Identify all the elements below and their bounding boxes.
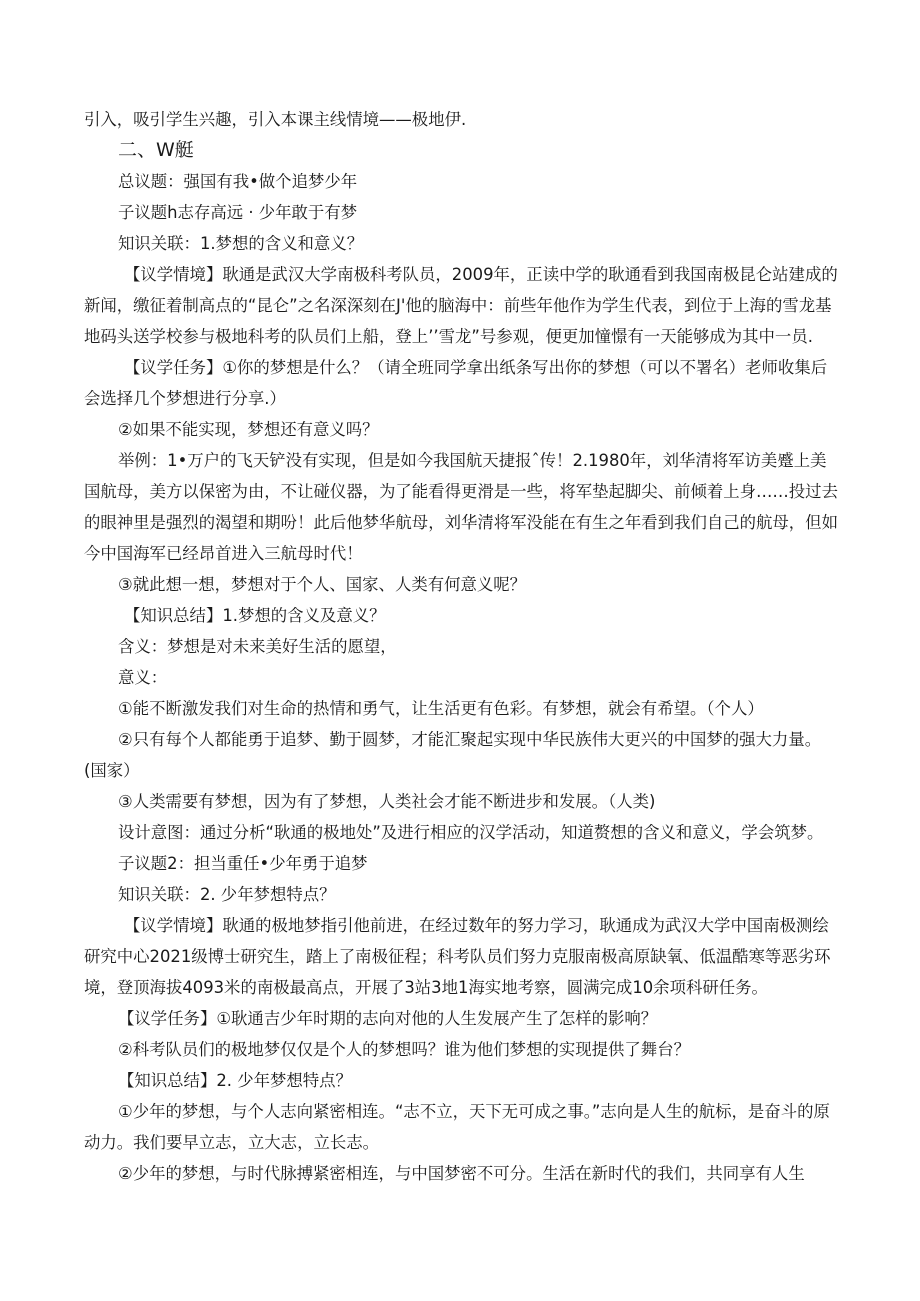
scenario-1-paragraph: 【议学情境】耿通是武汉大学南极科考队员，2009年，正读中学的耿通看到我国南极昆仑站建成的新闻，缴征着制高点的“昆仑”之名深深刻在J'他的脑海中：前些年他作为学生代表，到位于上海的雪龙基地码头送学校参与极地科考的队员们上船，登上’’雪龙”号参观，便更加憧憬有一天能够成为其中一员.: [84, 265, 838, 346]
document-page: [84, 104, 842, 1189]
summary-2-heading: 【知识总结】2. 少年梦想特点？: [118, 1071, 352, 1090]
task-2-line: 【议学任务】①耿通吉少年时期的志向对他的人生发展产生了怎样的影响？: [118, 1009, 658, 1028]
knowledge-link-1: 知识关联：1.梦想的含义和意义？: [118, 234, 364, 253]
subtopic-1: 子议题h志存高远 · 少年敢于有梦: [118, 203, 358, 222]
subtopic-2: 子议题2：担当重任•少年勇于追梦: [118, 854, 368, 873]
intro-end-line: 引入，吸引学生兴趣，引入本课主线情境——极地伊.: [84, 110, 467, 129]
knowledge-link-2: 知识关联：2. 少年梦想特点？: [118, 885, 336, 904]
significance-item-3: ③人类需要有梦想，因为有了梦想，人类社会才能不断进步和发展。（人类): [118, 792, 656, 811]
feature-2-paragraph: ②少年的梦想，与时代脉搏紧密相连，与中国梦密不可分。生活在新时代的我们，共同享有人生: [118, 1164, 805, 1183]
section-heading: 二、W艇: [118, 139, 194, 161]
feature-1-paragraph: ①少年的梦想，与个人志向紧密相连。“志不立，天下无可成之事。”志向是人生的航标，是奋斗的原动力。我们要早立志，立大志，立长志。: [84, 1102, 830, 1152]
significance-item-1: ①能不断激发我们对生命的热情和勇气，让生活更有色彩。有梦想，就会有希望。（个人）: [118, 699, 764, 718]
design-intent-paragraph: 设计意图：通过分析“耿通的极地处”及进行相应的汉学活动，知道赘想的含义和意义，学会筑梦。: [118, 823, 824, 842]
example-paragraph: 举例：1•万户的飞天铲没有实现，但是如今我国航天捷报ˆ传！2.1980年，刘华清将军访美蹙上美国航母，美方以保密为由，不让碰仪器，为了能看得更滑是一些，将军垫起脚尖、前倾着上身……投过去的眼神里是强烈的渴望和期吩！此后他梦华航母，刘华清将军没能在有生之年看到我们自己的航母，但如今中国海军已经昂首进入三航母时代！: [84, 451, 838, 563]
main-topic: 总议题：强国有我•做个追梦少年: [118, 172, 358, 191]
summary-1-heading: 【知识总结】1.梦想的含义及意义？: [124, 606, 386, 625]
task-1-paragraph: 【议学任务】①你的梦想是什么？（请全班同学拿出纸条写出你的梦想（可以不署名）老师收集后会选择几个梦想进行分享.）: [84, 358, 828, 408]
significance-label: 意义：: [118, 668, 168, 687]
meaning-line: 含义：梦想是对未来美好生活的愿望，: [118, 637, 397, 656]
task-1c-line: ③就此想一想，梦想对于个人、国家、人类有何意义呢？: [118, 575, 527, 594]
task-1b-line: ②如果不能实现，梦想还有意义吗？: [118, 420, 379, 439]
scenario-2-paragraph: 【议学情境】耿通的极地梦指引他前进，在经过数年的努力学习，耿通成为武汉大学中国南极测绘研究中心2021级博士研究生，踏上了南极征程；科考队员们努力克服南极高原缺氧、低温酷寒等恶劣环境，登顶海拔4093米的南极最高点，开展了3站3地1海实地考察，圆满完成10余项科研任务。: [84, 916, 831, 997]
significance-item-2: ②只有每个人都能勇于追梦、勤于圆梦，才能汇聚起实现中华民族伟大更兴的中国梦的强大力量。(国家）: [84, 730, 822, 780]
task-2b-line: ②科考队员们的极地梦仅仅是个人的梦想吗？谁为他们梦想的实现提供了舞台？: [118, 1040, 690, 1059]
